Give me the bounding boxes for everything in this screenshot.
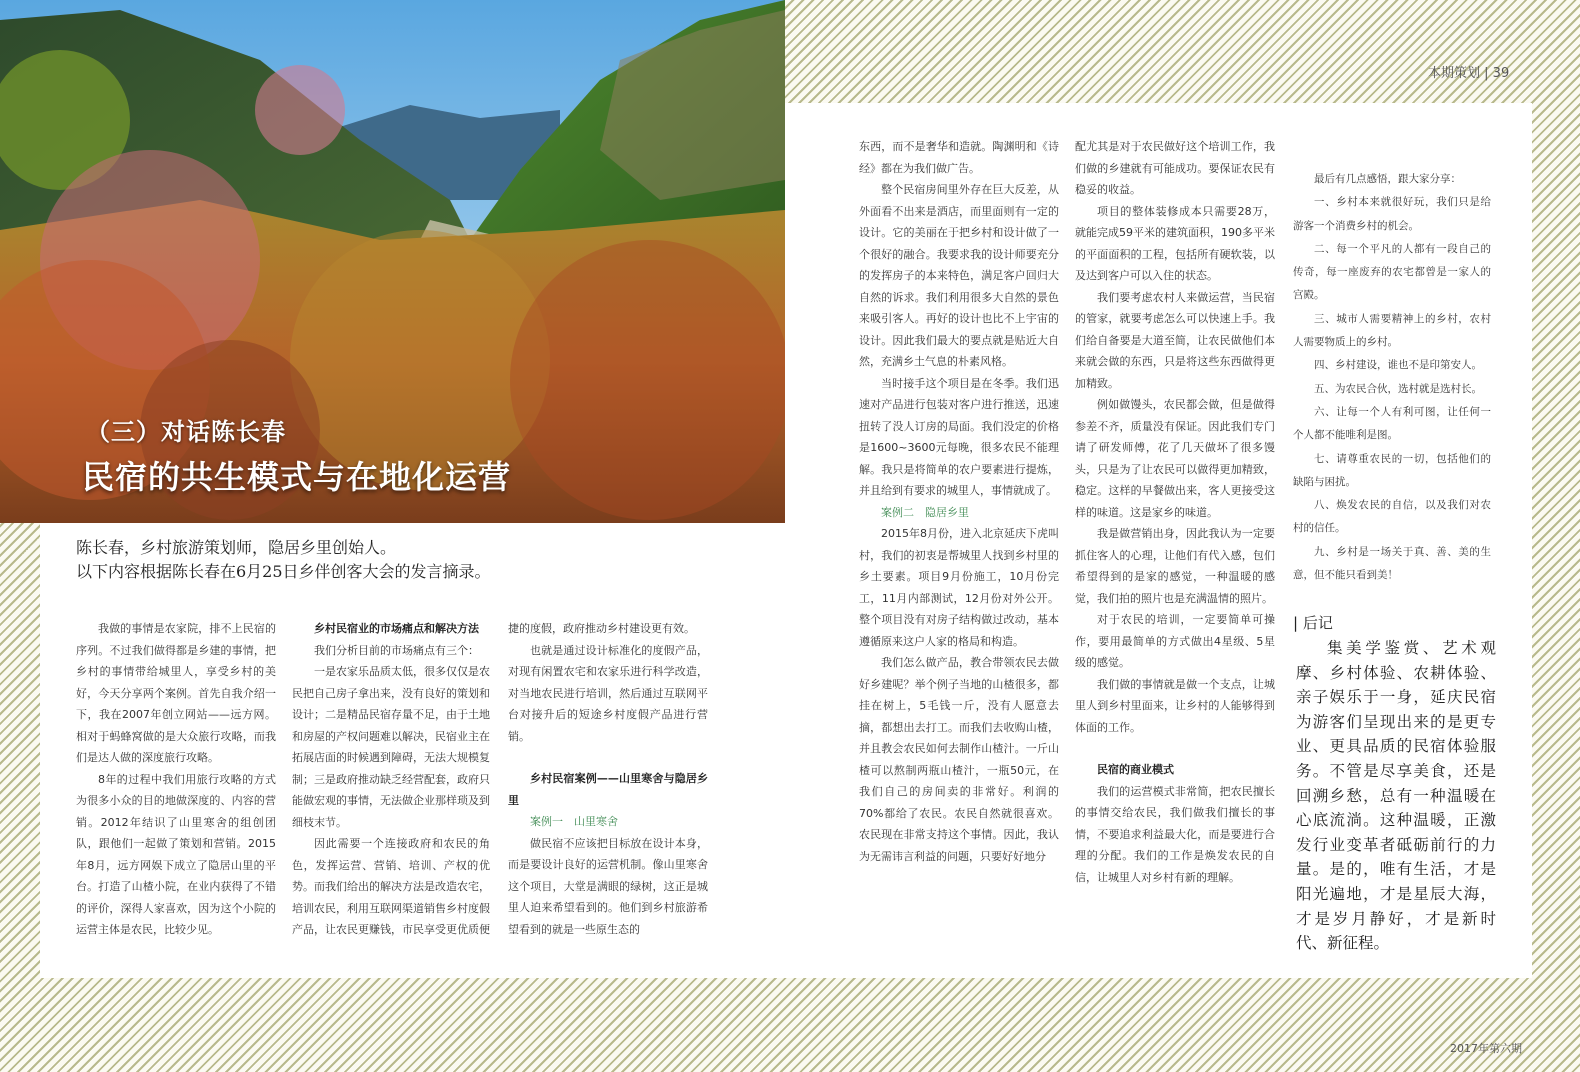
paragraph: 当时接手这个项目是在冬季。我们迅速对产品进行包装对客户进行推送，迅速扭转了没人订房的局面。我们没定的价格是1600~3600元每晚，很多农民不能理解。我只是将简单的农户要素进行提炼，并且给到有要求的城里人，事情就成了。 [859,376,1059,497]
paragraph: 我是做营销出身，因此我认为一定要抓住客人的心理，让他们有代入感，包们希望得到的是家的感觉，一种温暖的感觉，我们拍的照片也是充满温情的照片。 [1075,527,1275,605]
article-title: 民宿的共生模式与在地化运营 [82,458,512,496]
takeaway-item: 九、乡村是一场关于真、善、美的生意，但不能只看到美！ [1293,545,1491,582]
body-column-2 [292,618,490,941]
paragraph: 捷的度假，政府推动乡村建设更有效。 [508,622,695,635]
paragraph: 也就是通过设计标准化的度假产品，对现有闲置农宅和农家乐进行科学改造，对当地农民进行培训，然后通过互联网平台对接升后的短途乡村度假产品进行营销。 [508,643,708,743]
paragraph: 2015年8月份，进入北京延庆下虎叫村，我们的初衷是帮城里人找到乡村里的乡土要素。项目9月份施工，10月份完工，11月内部测试，12月份对外公开。整个项目没有对房子结构做过改动，基本遵循原来这户人家的格局和构造。 [859,527,1059,648]
paragraph: 我做的事情是农家院，排不上民宿的序列。不过我们做得都是乡建的事情，把乡村的事情带给城里人，享受乡村的美好，今天分享两个案例。首先自我介绍一下，我在2007年创立网站——远方网。相对于蚂蜂窝做的是大众旅行攻略，而我们是达人做的深度旅行攻略。 [76,622,276,764]
takeaway-item: 四、乡村建设，谁也不是印第安人。 [1314,359,1482,372]
paragraph: 例如做馒头，农民都会做，但是做得参差不齐，质量没有保证。因此我们专门请了研发师傅，花了几天做坏了很多馒头，只是为了让农民可以做得更加精致，稳定。这样的早餐做出来，客人更接受这样的味道。这是家乡的味道。 [1075,398,1275,519]
takeaway-item: 五、为农民合伙，选村就是选村长。 [1314,382,1482,395]
epilogue-heading: | 后记 [1293,614,1333,632]
running-header: 本期策划 | 39 [1428,66,1510,81]
paragraph: 我们做的事情就是做一个支点，让城里人到乡村里面来，让乡村的人能够得到体面的工作。 [1075,677,1275,734]
intro-line-1: 陈长春，乡村旅游策划师，隐居乡里创始人。 [76,538,397,557]
paragraph: 做民宿不应该把目标放在设计本身，而是要设计良好的运营机制。像山里寒舍这个项目，大堂是满眼的绿树，这正是城里人迫来希望看到的。他们到乡村旅游希望看到的就是一些原生态的 [508,836,708,936]
takeaway-item: 三、城市人需要精神上的乡村，农村人需要物质上的乡村。 [1293,312,1491,349]
paragraph: 因此需要一个连接政府和农民的角色，发挥运营、营销、培训、产权的优势。而我们给出的解决方法是改造农宅，培训农民，利用互联网渠道销售乡村度假产品，让农民更赚钱，市民享受更优质便 [292,837,490,936]
takeaway-item: 八、焕发农民的自信，以及我们对农村的信任。 [1293,499,1491,535]
paragraph: 东西，而不是奢华和造就。陶渊明和《诗经》都在为我们做广告。 [859,140,1059,175]
section-heading: 乡村民宿案例——山里寒舍与隐居乡里 [508,772,708,807]
paragraph: 项目的整体装修成本只需要28万，就能完成59平米的建筑面积，190多平米的平面面积的工程，包括所有硬软装，以及达到客户可以入住的状态。 [1075,204,1275,282]
case-heading: 案例二 隐居乡里 [881,505,969,519]
epilogue-heading-text: 后记 [1302,614,1333,632]
page-number: 39 [1492,66,1510,81]
interview-kicker: （三）对话陈长春 [86,418,286,446]
paragraph: 我们分析目前的市场痛点有三个： [314,643,479,657]
intro-line-2: 以下内容根据陈长春在6月25日乡伴创客大会的发言摘录。 [76,562,491,581]
paragraph: 配尤其是对于农民做好这个培训工作，我们做的乡建就有可能成功。要保证农民有稳妥的收益。 [1075,140,1275,196]
section-heading: 民宿的商业模式 [1097,763,1174,776]
takeaways-intro: 最后有几点感悟，跟大家分享： [1314,173,1461,185]
author-intro [76,536,736,584]
body-column-1 [76,618,276,941]
paragraph: 我们要考虑农村人来做运营，当民宿的管家，就要考虑怎么可以快速上手。我们给自备要是大道至简，让农民做他们本来就会做的东西，只是将这些东西做得更加精致。 [1075,290,1275,390]
takeaway-item: 二、每一个平凡的人都有一段自己的传奇，每一座废弃的农宅都曾是一家人的宫殿。 [1293,242,1491,302]
issue-footer: 2017年第六期 [1450,1042,1522,1055]
paragraph: 8年的过程中我们用旅行攻略的方式为很多小众的目的地做深度的、内容的营销。2012年结识了山里寒舍的组创团队，跟他们一起做了策划和营销。2015年8月，远方网娱下成立了隐居山里的平台。打造了山楂小院，在业内获得了不错的评价，深得人家喜欢，因为这个小院的运营主体是农民，比较少见。 [76,772,276,936]
body-column-3 [508,618,708,940]
paragraph: 我们的运营模式非常简，把农民擅长的事情交给农民，我们做我们擅长的事情，不要追求利益最大化，而是要进行合理的分配。我们的工作是焕发农民的自信，让城里人对乡村有新的理解。 [1075,784,1275,884]
case-heading: 案例一 山里寒舍 [530,815,618,828]
takeaway-item: 七、请尊重农民的一切，包括他们的缺陷与困扰。 [1293,452,1491,488]
body-column-5 [1075,136,1275,888]
section-name: 本期策划 [1428,66,1481,81]
hero-photo [0,0,785,523]
takeaways-column [1293,168,1491,587]
epilogue-text: 集美学鉴赏、艺术观摩、乡村体验、农耕体验、亲子娱乐于一身，延庆民宿为游客们呈现出来的是更专业、更具品质的民宿体验服务。不管是尽享美食，还是回溯乡愁，总有一种温暖在心底流淌。这种温暖，正激发行业变革者砥砺前行的力量。是的，唯有生活，才是阳光遍地，才是星辰大海，才是岁月静好，才是新时代、新征程。 [1296,639,1496,953]
section-heading: 乡村民宿业的市场痛点和解决方法 [314,622,479,635]
paragraph: 一是农家乐品质太低，很多仅仅是农民把自己房子拿出来，没有良好的策划和设计；二是精品民宿存量不足，由于土地和房屋的产权问题难以解决，民宿业主在拓展店面的时候遇到障碍，无法大规模复制；三是政府推动缺乏经营配套，政府只能做宏观的事情，无法做企业那样琐及到细枝末节。 [292,665,490,829]
paragraph: 整个民宿房间里外存在巨大反差，从外面看不出来是酒店，而里面则有一定的设计。它的美丽在于把乡村和设计做了一个很好的融合。我要求我的设计师要充分的发挥房子的本来特色，满足客户回归大自然的诉求。我们利用很多大自然的景色来吸引客人。再好的设计也比不上宇宙的设计。因此我们最大的要点就是贴近大自然，充满乡土气息的朴素风格。 [859,183,1059,368]
epilogue [1296,636,1496,956]
paragraph: 对于农民的培训，一定要简单可操作，要用最简单的方式做出4星级、5星级的感觉。 [1075,613,1275,669]
paragraph: 我们怎么做产品，教合带领农民去做好乡建呢？举个例子当地的山楂很多，都挂在树上，5毛钱一斤，没有人愿意去摘，都想出去打工。而我们去收购山楂，并且教会农民如何去制作山楂汁。一斤山楂可以熬制两瓶山楂汁，一瓶50元，在我们自己的房间卖的非常好。利润的70%都给了农民。农民自然就很喜欢。农民现在非常支持这个事情。因此，我认为无需讳言利益的问题，只要好好地分 [859,656,1059,863]
takeaway-item: 六、让每一个人有利可图，让任何一个人都不能唯利是图。 [1293,405,1491,442]
takeaway-item: 一、乡村本来就很好玩，我们只是给游客一个消费乡村的机会。 [1293,196,1491,232]
body-column-4 [859,136,1059,867]
